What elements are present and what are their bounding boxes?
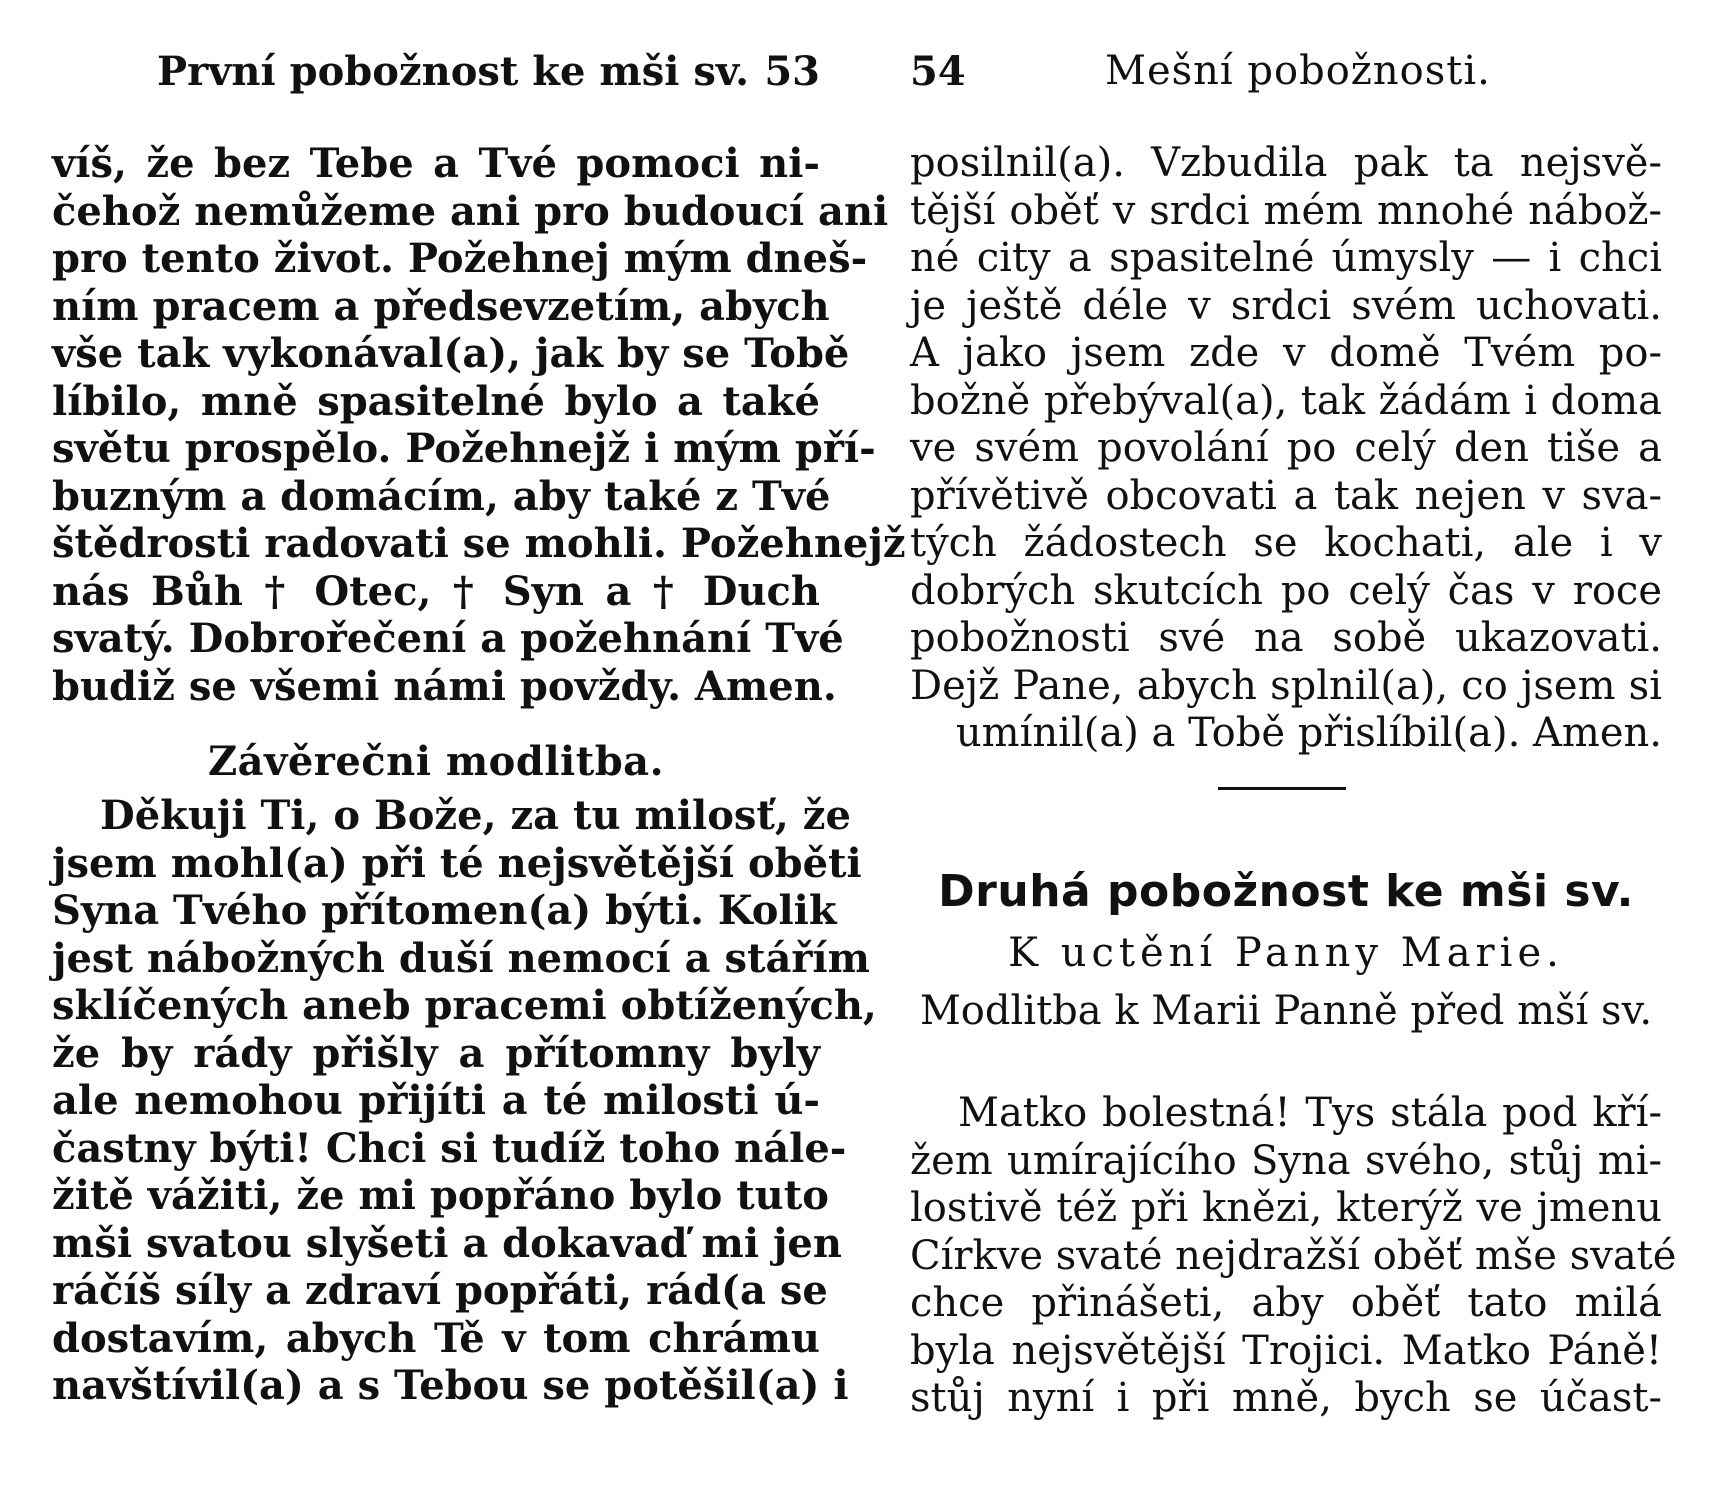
text-line: A jako jsem zde v domě Tvém po- [910, 330, 1662, 376]
text-line: že by rády přišly a přítomny byly [52, 1029, 820, 1077]
left-paragraph-2 [52, 792, 877, 1410]
text-line: Syna Tvého přítomen(a) býti. Kolik [52, 887, 837, 934]
text-line: dostavím, abych Tě v tom chrámu [52, 1314, 820, 1362]
text-line: ráčíš síly a zdraví popřáti, rád(a se [52, 1267, 828, 1314]
text-line: žitě vážiti, že mi popřáno bylo tuto [52, 1172, 829, 1219]
text-line: stůj nyní i při mně, bych se účast- [910, 1375, 1662, 1421]
text-line: budiž se všemi námi povždy. Amen. [52, 662, 837, 710]
text-line: ale nemohou přijíti a té milosti ú- [52, 1077, 820, 1124]
text-line: navštívil(a) a s Tebou se potěšil(a) i [52, 1362, 849, 1409]
text-line: dobrých skutcích po celý čas v roce [910, 567, 1662, 614]
text-line: čehož nemůžeme ani pro budoucí ani [52, 187, 889, 235]
text-line: tější oběť v srdci mém mnohé nábož- [910, 187, 1662, 234]
left-page [52, 0, 906, 1500]
main-heading: Druhá pobožnost ke mši sv. [938, 866, 1634, 917]
text-line: svatý. Dobrořečení a požehnání Tvé [52, 615, 844, 662]
left-paragraph-1 [52, 140, 906, 710]
text-line: Dejž Pane, abych splnil(a), co jsem si [910, 662, 1662, 709]
text-line: žem umírajícího Syna svého, stůj mi- [910, 1137, 1662, 1184]
text-line: chce přinášeti, aby oběť tato milá [910, 1280, 1662, 1326]
text-line: umínil(a) a Tobě přislíbil(a). Amen. [955, 710, 1662, 756]
section-heading: Závěrečni modlitba. [207, 738, 665, 785]
right-paragraph-2 [910, 1090, 1677, 1423]
text-line: pro tento život. Požehnej mým dneš- [52, 235, 868, 282]
text-line: tých žádostech se kochati, ale i v [910, 520, 1662, 566]
left-running-title: První pobožnost ke mši sv. [157, 48, 750, 95]
subtitle-spaced: K uctění Panny Marie. [1008, 930, 1564, 976]
text-line: světu prospělo. Požehnejž i mým pří- [52, 425, 876, 472]
text-line: božně přebýval(a), tak žádám i doma [910, 377, 1662, 424]
right-running-head [910, 42, 1662, 102]
right-paragraph-1 [910, 140, 1662, 758]
left-body-text [52, 140, 906, 1410]
text-line: mši svatou slyšeti a dokavaď mi jen [52, 1219, 842, 1267]
text-line: byla nejsvětější Trojici. Matko Páně! [910, 1327, 1662, 1374]
text-line: je ještě déle v srdci svém uchovati. [910, 282, 1662, 329]
text-line: nás Bůh † Otec, † Syn a † Duch [52, 567, 820, 615]
text-line: buzným a domácím, aby také z Tvé [52, 472, 831, 520]
text-line: ve svém povolání po celý den tiše a [910, 425, 1662, 471]
text-line: přívětivě obcovati a tak nejen v sva- [910, 472, 1662, 519]
right-section-heading-block [910, 860, 1662, 1040]
text-line: štědrosti radovati se mohli. Požehnejž [52, 520, 906, 567]
text-line: posilnil(a). Vzbudila pak ta nejsvě- [910, 140, 1662, 186]
left-page-number: 53 [764, 48, 820, 95]
text-line: sklíčených aneb pracemi obtížených, [52, 982, 877, 1029]
text-line: pobožnosti své na sobě ukazovati. [910, 615, 1662, 661]
text-line: jsem mohl(a) při té nejsvětější oběti [52, 839, 862, 887]
text-line: Církve svaté nejdražší oběť mše svaté [910, 1232, 1677, 1279]
text-line: Děkuji Ti, o Bože, za tu milosť, že [100, 792, 851, 839]
right-body-text [910, 140, 1662, 758]
text-line: víš, že bez Tebe a Tvé pomoci ni- [52, 140, 820, 187]
text-line: lostivě též při knězi, kterýž ve jmenu [910, 1185, 1662, 1231]
text-line: Matko bolestná! Tys stála pod kří- [958, 1090, 1662, 1136]
section-divider [1218, 787, 1346, 790]
right-page [910, 0, 1677, 1500]
left-running-head [52, 42, 820, 102]
text-line: né city a spasitelné úmysly — i chci [910, 235, 1662, 281]
right-page-number: 54 [910, 48, 966, 95]
right-running-title: Mešní pobožnosti. [1105, 48, 1491, 94]
text-line: jest nábožných duší nemocí a stářím [52, 934, 870, 982]
text-line: líbilo, mně spasitelné bylo a také [52, 377, 820, 425]
prayer-subtitle: Modlitba k Marii Panně před mší sv. [919, 988, 1653, 1034]
text-line: vše tak vykonával(a), jak by se Tobě [52, 330, 850, 377]
text-line: ním pracem a předsevzetím, abych [52, 282, 830, 330]
text-line: častny býti! Chci si tudíž toho nále- [52, 1124, 847, 1172]
